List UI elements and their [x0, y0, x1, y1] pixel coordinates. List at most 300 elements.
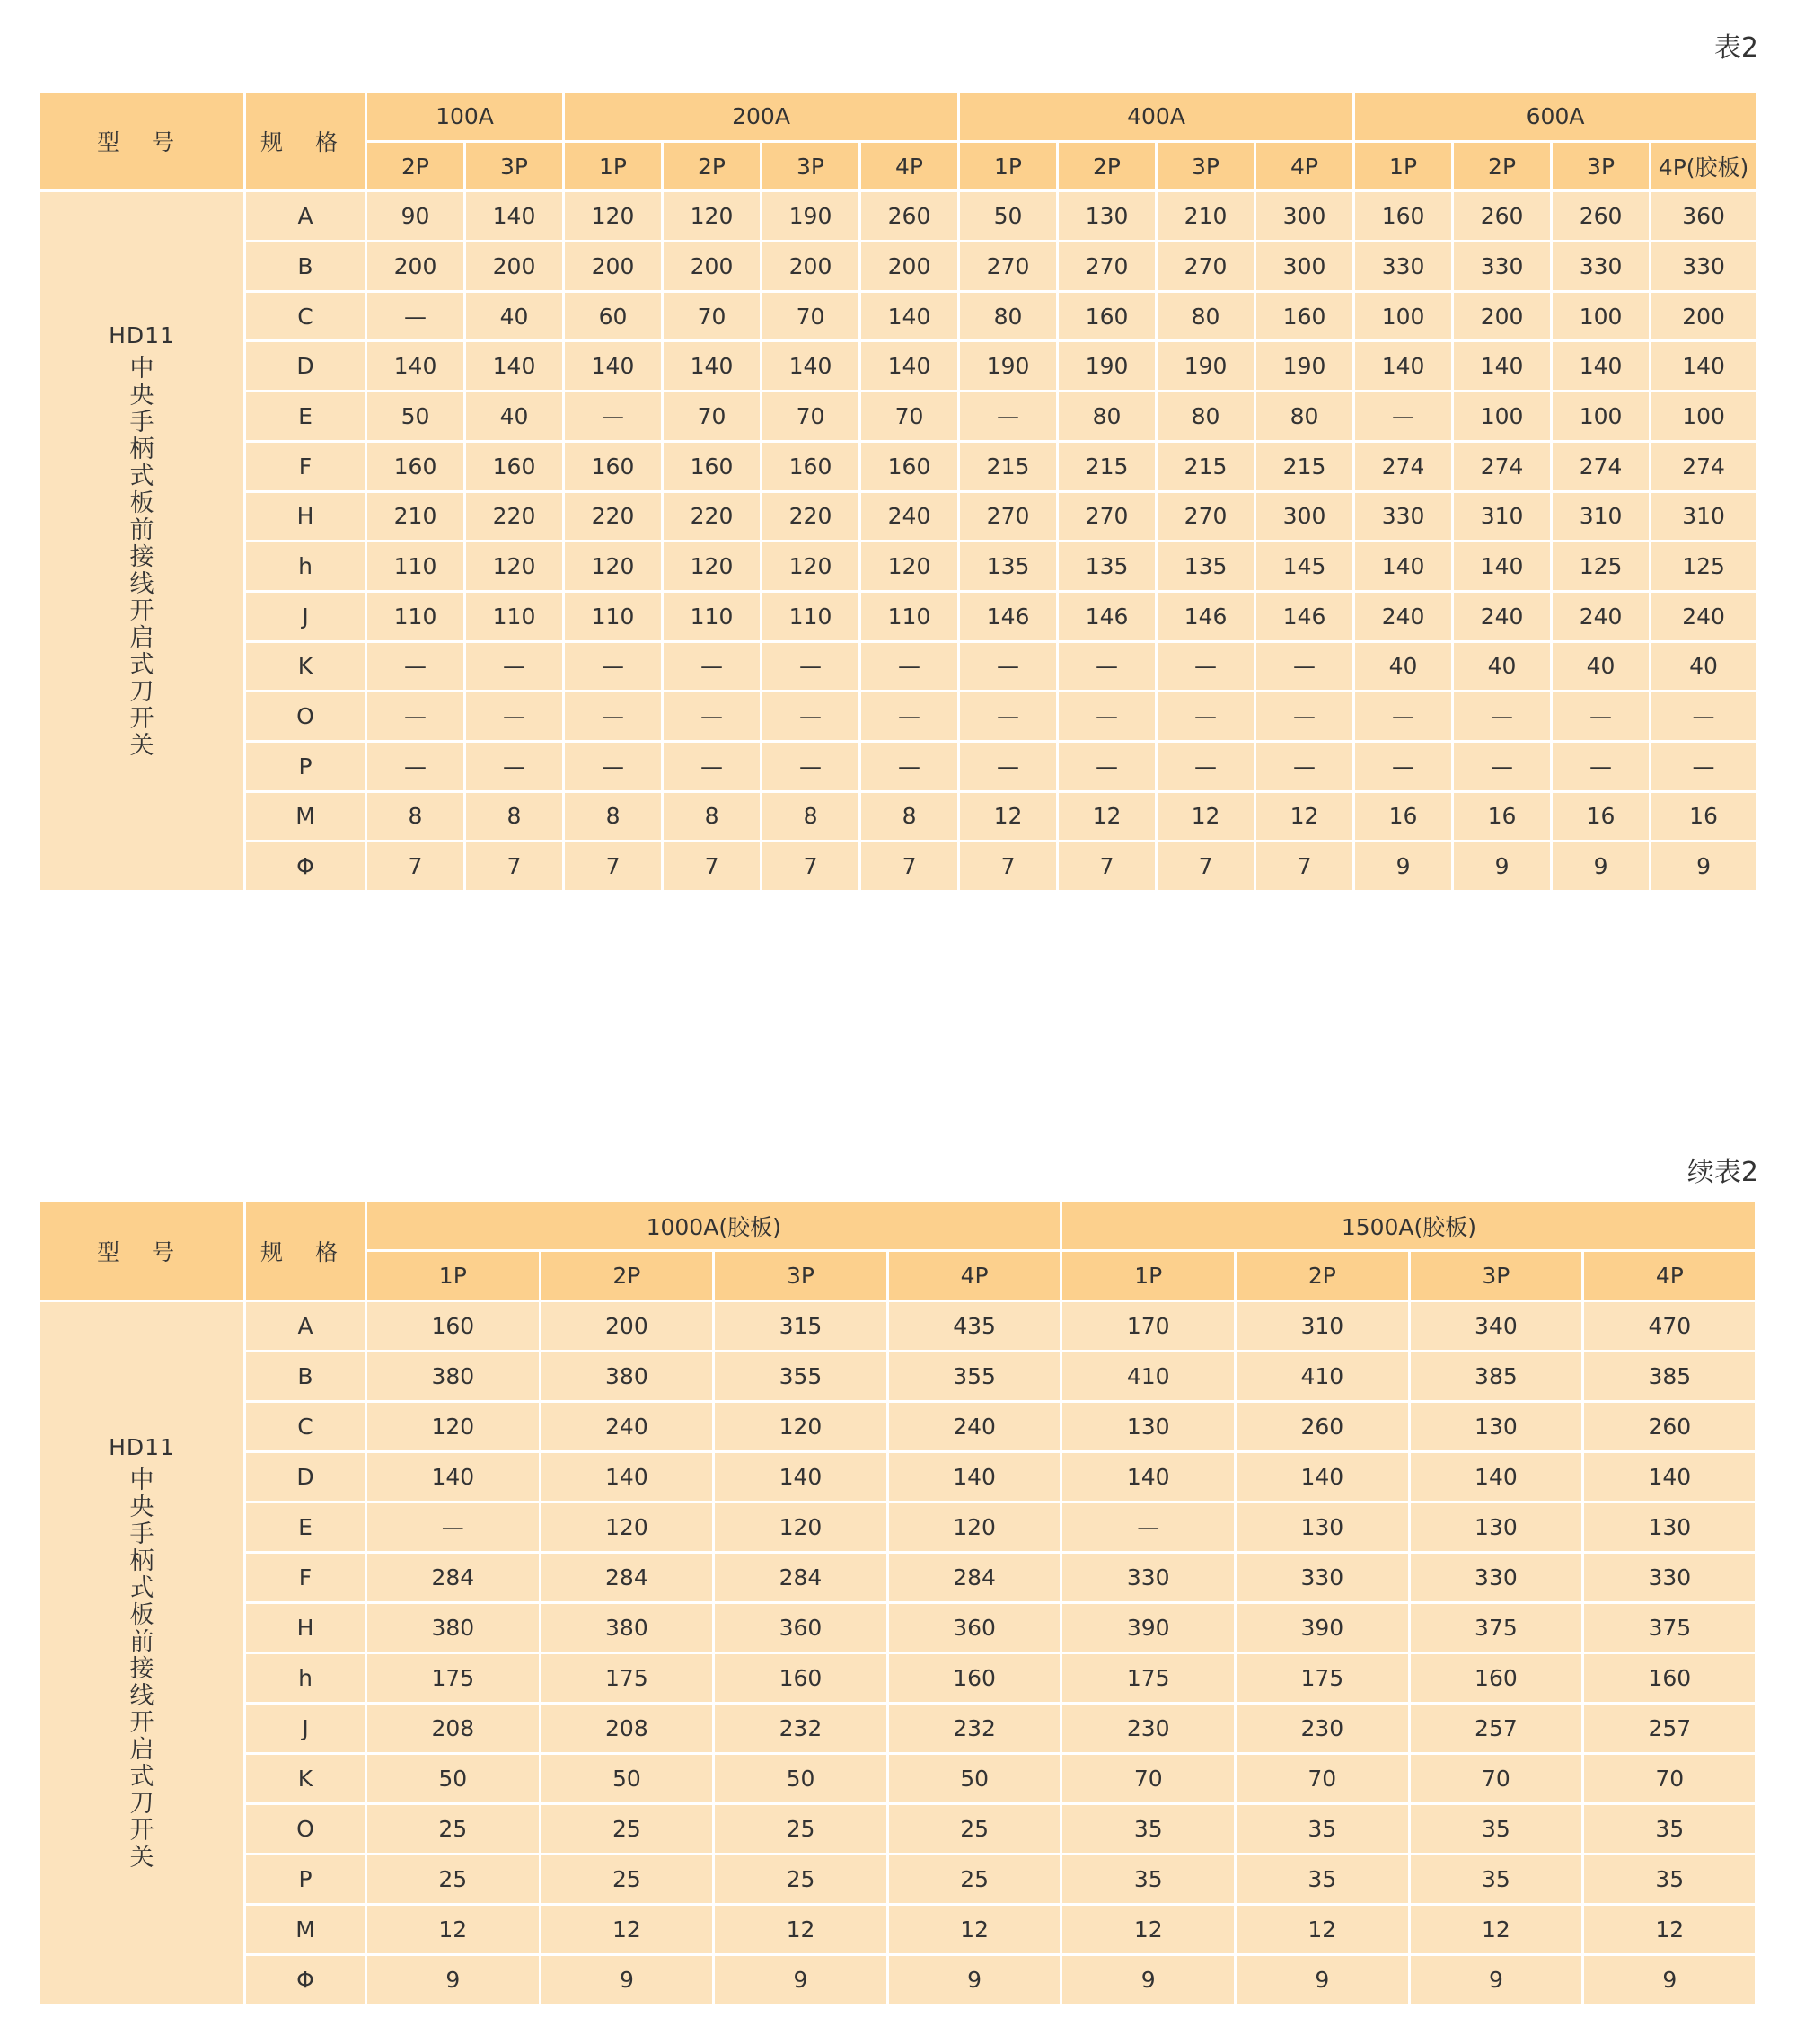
value-cell: 270	[1058, 491, 1157, 542]
table-row	[40, 791, 1757, 841]
value-cell: 9	[887, 1955, 1061, 2005]
value-cell: 110	[465, 591, 564, 641]
value-cell: 200	[860, 242, 959, 292]
pole-header: 3P	[1157, 141, 1255, 191]
value-cell: 175	[366, 1653, 541, 1704]
dimension-label: C	[245, 1402, 366, 1452]
value-cell: —	[1058, 741, 1157, 791]
value-cell: 60	[564, 291, 663, 341]
value-cell: 120	[465, 542, 564, 592]
value-cell: 8	[860, 791, 959, 841]
rating-header: 1000A(胶板)	[366, 1201, 1061, 1251]
value-cell: 140	[762, 341, 860, 392]
value-cell: 160	[366, 441, 465, 491]
value-cell: 160	[1583, 1653, 1756, 1704]
value-cell: 274	[1453, 441, 1552, 491]
value-cell: 200	[762, 242, 860, 292]
value-cell: 270	[1157, 242, 1255, 292]
value-cell: 70	[1583, 1754, 1756, 1804]
value-cell: 9	[1236, 1955, 1410, 2005]
value-cell: 160	[1255, 291, 1354, 341]
value-cell: 190	[1157, 341, 1255, 392]
dimension-label: A	[245, 191, 366, 242]
value-cell: —	[1058, 641, 1157, 692]
table-row	[40, 1553, 1756, 1603]
value-cell: 100	[1453, 392, 1552, 442]
value-cell: 70	[762, 392, 860, 442]
value-cell: 12	[1157, 791, 1255, 841]
value-cell: 220	[564, 491, 663, 542]
value-cell: 232	[887, 1704, 1061, 1754]
value-cell: 315	[714, 1301, 888, 1352]
table-row	[40, 491, 1757, 542]
pole-header: 2P	[1236, 1251, 1410, 1301]
value-cell: —	[959, 692, 1058, 742]
dimension-label: A	[245, 1301, 366, 1352]
dimension-table	[38, 90, 1758, 893]
value-cell: 284	[714, 1553, 888, 1603]
value-cell: —	[366, 291, 465, 341]
pole-header: 3P	[465, 141, 564, 191]
dimension-label: J	[245, 591, 366, 641]
value-cell: 140	[1409, 1452, 1583, 1502]
value-cell: 70	[1409, 1754, 1583, 1804]
value-cell: 208	[540, 1704, 714, 1754]
dimension-label: D	[245, 341, 366, 392]
value-cell: 35	[1409, 1804, 1583, 1855]
value-cell: 110	[762, 591, 860, 641]
value-cell: 100	[1552, 392, 1651, 442]
value-cell: 135	[1058, 542, 1157, 592]
value-cell: —	[1354, 392, 1453, 442]
table-row	[40, 1754, 1756, 1804]
table-row	[40, 291, 1757, 341]
value-cell: 220	[663, 491, 762, 542]
value-cell: 140	[1061, 1452, 1236, 1502]
value-cell: 330	[1354, 242, 1453, 292]
model-code: HD11	[109, 1434, 175, 1460]
spec-header: 规 格	[245, 92, 366, 191]
value-cell: 310	[1552, 491, 1651, 542]
value-cell: 140	[1583, 1452, 1756, 1502]
value-cell: —	[366, 641, 465, 692]
value-cell: 360	[1651, 191, 1757, 242]
value-cell: 25	[887, 1804, 1061, 1855]
value-cell: 330	[1583, 1553, 1756, 1603]
value-cell: 12	[714, 1905, 888, 1955]
value-cell: 16	[1453, 791, 1552, 841]
value-cell: 340	[1409, 1301, 1583, 1352]
pole-header: 2P	[663, 141, 762, 191]
value-cell: 410	[1061, 1352, 1236, 1402]
value-cell: 8	[564, 791, 663, 841]
value-cell: 270	[1157, 491, 1255, 542]
value-cell: 12	[1058, 791, 1157, 841]
value-cell: 70	[663, 291, 762, 341]
value-cell: 12	[540, 1905, 714, 1955]
value-cell: 35	[1061, 1855, 1236, 1905]
dimension-label: h	[245, 542, 366, 592]
value-cell: 70	[762, 291, 860, 341]
value-cell: 8	[465, 791, 564, 841]
value-cell: 240	[1552, 591, 1651, 641]
value-cell: 40	[465, 392, 564, 442]
value-cell: 35	[1583, 1855, 1756, 1905]
value-cell: 310	[1651, 491, 1757, 542]
value-cell: 50	[366, 392, 465, 442]
value-cell: 270	[959, 491, 1058, 542]
value-cell: 12	[1583, 1905, 1756, 1955]
value-cell: 130	[1236, 1502, 1410, 1553]
value-cell: 208	[366, 1704, 541, 1754]
value-cell: 25	[540, 1855, 714, 1905]
dimension-label: Φ	[245, 1955, 366, 2005]
value-cell: 240	[1354, 591, 1453, 641]
value-cell: 160	[762, 441, 860, 491]
model-cell	[40, 191, 245, 892]
pole-header: 1P	[1354, 141, 1453, 191]
value-cell: 130	[1058, 191, 1157, 242]
value-cell: 80	[959, 291, 1058, 341]
value-cell: 12	[1236, 1905, 1410, 1955]
value-cell: 274	[1552, 441, 1651, 491]
value-cell: 140	[1651, 341, 1757, 392]
value-cell: —	[1255, 741, 1354, 791]
value-cell: 330	[1061, 1553, 1236, 1603]
value-cell: 140	[1453, 341, 1552, 392]
model-name: 中央手柄式板前接线开启式刀开关	[129, 355, 154, 761]
pole-header: 4P	[887, 1251, 1061, 1301]
value-cell: 120	[564, 542, 663, 592]
value-cell: 40	[1552, 641, 1651, 692]
table-row	[40, 841, 1757, 892]
value-cell: 355	[887, 1352, 1061, 1402]
value-cell: 35	[1061, 1804, 1236, 1855]
value-cell: —	[959, 392, 1058, 442]
value-cell: 232	[714, 1704, 888, 1754]
value-cell: 270	[959, 242, 1058, 292]
value-cell: 380	[540, 1603, 714, 1653]
value-cell: 380	[366, 1352, 541, 1402]
value-cell: 120	[714, 1502, 888, 1553]
value-cell: 50	[714, 1754, 888, 1804]
value-cell: 7	[1255, 841, 1354, 892]
value-cell: —	[762, 641, 860, 692]
value-cell: 230	[1061, 1704, 1236, 1754]
table-row	[40, 1905, 1756, 1955]
value-cell: 330	[1354, 491, 1453, 542]
value-cell: 25	[540, 1804, 714, 1855]
value-cell: 160	[887, 1653, 1061, 1704]
pole-header: 3P	[1552, 141, 1651, 191]
value-cell: 70	[1236, 1754, 1410, 1804]
value-cell: —	[1552, 692, 1651, 742]
value-cell: 100	[1552, 291, 1651, 341]
dimension-label: P	[245, 741, 366, 791]
continued-dimension-table	[38, 1199, 1757, 2006]
value-cell: 100	[1354, 291, 1453, 341]
value-cell: 125	[1651, 542, 1757, 592]
pole-header: 4P	[1583, 1251, 1756, 1301]
table-row	[40, 242, 1757, 292]
value-cell: 70	[860, 392, 959, 442]
value-cell: 390	[1061, 1603, 1236, 1653]
value-cell: 12	[1061, 1905, 1236, 1955]
value-cell: 120	[540, 1502, 714, 1553]
value-cell: 35	[1409, 1855, 1583, 1905]
dimension-label: C	[245, 291, 366, 341]
value-cell: 220	[465, 491, 564, 542]
value-cell: —	[1157, 641, 1255, 692]
value-cell: 300	[1255, 191, 1354, 242]
value-cell: 50	[887, 1754, 1061, 1804]
value-cell: 175	[540, 1653, 714, 1704]
value-cell: 390	[1236, 1603, 1410, 1653]
value-cell: 9	[1552, 841, 1651, 892]
dimension-label: K	[245, 641, 366, 692]
value-cell: 9	[1061, 1955, 1236, 2005]
pole-header: 2P	[366, 141, 465, 191]
table-row	[40, 341, 1757, 392]
value-cell: —	[663, 741, 762, 791]
value-cell: 215	[1157, 441, 1255, 491]
dimension-label: F	[245, 1553, 366, 1603]
value-cell: 130	[1409, 1402, 1583, 1452]
value-cell: 35	[1583, 1804, 1756, 1855]
value-cell: 130	[1409, 1502, 1583, 1553]
value-cell: 9	[714, 1955, 888, 2005]
value-cell: 100	[1651, 392, 1757, 442]
value-cell: 146	[1255, 591, 1354, 641]
value-cell: 160	[366, 1301, 541, 1352]
value-cell: 200	[1651, 291, 1757, 341]
value-cell: —	[959, 741, 1058, 791]
value-cell: 274	[1651, 441, 1757, 491]
value-cell: 300	[1255, 491, 1354, 542]
value-cell: —	[1157, 692, 1255, 742]
pole-header: 2P	[540, 1251, 714, 1301]
value-cell: 360	[887, 1603, 1061, 1653]
value-cell: 80	[1255, 392, 1354, 442]
value-cell: 190	[1255, 341, 1354, 392]
value-cell: 190	[1058, 341, 1157, 392]
value-cell: 240	[1453, 591, 1552, 641]
value-cell: 160	[465, 441, 564, 491]
value-cell: 9	[540, 1955, 714, 2005]
value-cell: 140	[887, 1452, 1061, 1502]
dimension-label: J	[245, 1704, 366, 1754]
value-cell: —	[1058, 692, 1157, 742]
value-cell: 385	[1583, 1352, 1756, 1402]
value-cell: 140	[1552, 341, 1651, 392]
value-cell: —	[465, 692, 564, 742]
value-cell: 130	[1583, 1502, 1756, 1553]
value-cell: 200	[540, 1301, 714, 1352]
value-cell: 70	[663, 392, 762, 442]
value-cell: 9	[366, 1955, 541, 2005]
table-row	[40, 1452, 1756, 1502]
value-cell: 160	[564, 441, 663, 491]
pole-header: 3P	[1409, 1251, 1583, 1301]
value-cell: —	[663, 641, 762, 692]
value-cell: —	[366, 1502, 541, 1553]
value-cell: 25	[366, 1804, 541, 1855]
value-cell: 310	[1453, 491, 1552, 542]
value-cell: 7	[860, 841, 959, 892]
value-cell: 175	[1061, 1653, 1236, 1704]
pole-header: 3P	[762, 141, 860, 191]
value-cell: —	[1255, 641, 1354, 692]
dimension-label: h	[245, 1653, 366, 1704]
value-cell: 284	[540, 1553, 714, 1603]
value-cell: 120	[860, 542, 959, 592]
value-cell: 200	[1453, 291, 1552, 341]
value-cell: 435	[887, 1301, 1061, 1352]
value-cell: 110	[860, 591, 959, 641]
value-cell: 160	[1058, 291, 1157, 341]
rating-header: 600A	[1354, 92, 1757, 142]
dimension-label: O	[245, 1804, 366, 1855]
value-cell: 190	[959, 341, 1058, 392]
value-cell: 330	[1453, 242, 1552, 292]
value-cell: 260	[1236, 1402, 1410, 1452]
table-row	[40, 542, 1757, 592]
value-cell: 257	[1409, 1704, 1583, 1754]
value-cell: —	[564, 641, 663, 692]
value-cell: 125	[1552, 542, 1651, 592]
value-cell: 190	[762, 191, 860, 242]
value-cell: 8	[762, 791, 860, 841]
value-cell: 140	[860, 341, 959, 392]
value-cell: 50	[366, 1754, 541, 1804]
dimension-label: H	[245, 1603, 366, 1653]
value-cell: 360	[714, 1603, 888, 1653]
value-cell: 385	[1409, 1352, 1583, 1402]
table-row	[40, 1653, 1756, 1704]
table-row	[40, 1955, 1756, 2005]
value-cell: 135	[959, 542, 1058, 592]
value-cell: —	[860, 741, 959, 791]
value-cell: 160	[1354, 191, 1453, 242]
value-cell: 35	[1236, 1855, 1410, 1905]
pole-header: 4P	[860, 141, 959, 191]
table-row	[40, 1502, 1756, 1553]
value-cell: 25	[887, 1855, 1061, 1905]
dimension-label: B	[245, 1352, 366, 1402]
value-cell: —	[366, 741, 465, 791]
value-cell: 140	[540, 1452, 714, 1502]
value-cell: —	[564, 741, 663, 791]
pole-header: 4P	[1255, 141, 1354, 191]
table-row	[40, 641, 1757, 692]
value-cell: 410	[1236, 1352, 1410, 1402]
value-cell: 16	[1354, 791, 1453, 841]
value-cell: —	[465, 741, 564, 791]
table-row	[40, 1704, 1756, 1754]
table-row	[40, 591, 1757, 641]
value-cell: 215	[959, 441, 1058, 491]
value-cell: 230	[1236, 1704, 1410, 1754]
value-cell: 330	[1236, 1553, 1410, 1603]
value-cell: 200	[564, 242, 663, 292]
value-cell: —	[663, 692, 762, 742]
value-cell: 284	[366, 1553, 541, 1603]
value-cell: —	[860, 692, 959, 742]
value-cell: 12	[959, 791, 1058, 841]
header-row-ratings	[40, 92, 1757, 142]
value-cell: 9	[1583, 1955, 1756, 2005]
model-header: 型 号	[40, 92, 245, 191]
value-cell: 110	[564, 591, 663, 641]
value-cell: 140	[366, 1452, 541, 1502]
dimension-label: H	[245, 491, 366, 542]
pole-header: 2P	[1453, 141, 1552, 191]
value-cell: 140	[564, 341, 663, 392]
value-cell: 380	[540, 1352, 714, 1402]
value-cell: —	[860, 641, 959, 692]
value-cell: 140	[663, 341, 762, 392]
value-cell: 240	[887, 1402, 1061, 1452]
value-cell: 330	[1552, 242, 1651, 292]
table-row	[40, 1352, 1756, 1402]
value-cell: 40	[1651, 641, 1757, 692]
pole-header: 2P	[1058, 141, 1157, 191]
dimension-label: B	[245, 242, 366, 292]
table-row	[40, 1301, 1756, 1352]
value-cell: 260	[860, 191, 959, 242]
value-cell: 8	[663, 791, 762, 841]
value-cell: 210	[1157, 191, 1255, 242]
value-cell: —	[1255, 692, 1354, 742]
value-cell: —	[564, 692, 663, 742]
value-cell: 200	[366, 242, 465, 292]
value-cell: 9	[1409, 1955, 1583, 2005]
pole-header: 1P	[366, 1251, 541, 1301]
value-cell: 145	[1255, 542, 1354, 592]
value-cell: 9	[1354, 841, 1453, 892]
value-cell: 120	[663, 191, 762, 242]
dimension-label: Φ	[245, 841, 366, 892]
value-cell: 215	[1255, 441, 1354, 491]
value-cell: 130	[1061, 1402, 1236, 1452]
value-cell: 220	[762, 491, 860, 542]
value-cell: 7	[663, 841, 762, 892]
value-cell: 140	[1236, 1452, 1410, 1502]
table-row	[40, 1855, 1756, 1905]
value-cell: 470	[1583, 1301, 1756, 1352]
value-cell: 240	[860, 491, 959, 542]
value-cell: 120	[663, 542, 762, 592]
model-cell	[40, 1301, 245, 2005]
value-cell: 120	[714, 1402, 888, 1452]
dimension-label: K	[245, 1754, 366, 1804]
value-cell: 120	[366, 1402, 541, 1452]
value-cell: —	[465, 641, 564, 692]
value-cell: 140	[860, 291, 959, 341]
value-cell: 375	[1583, 1603, 1756, 1653]
rating-header: 1500A(胶板)	[1061, 1201, 1756, 1251]
value-cell: —	[1157, 741, 1255, 791]
value-cell: 12	[366, 1905, 541, 1955]
value-cell: 210	[366, 491, 465, 542]
value-cell: 16	[1651, 791, 1757, 841]
value-cell: 140	[1453, 542, 1552, 592]
rating-header: 200A	[564, 92, 959, 142]
header-row-ratings	[40, 1201, 1756, 1251]
table-row	[40, 692, 1757, 742]
value-cell: 50	[959, 191, 1058, 242]
value-cell: 40	[465, 291, 564, 341]
